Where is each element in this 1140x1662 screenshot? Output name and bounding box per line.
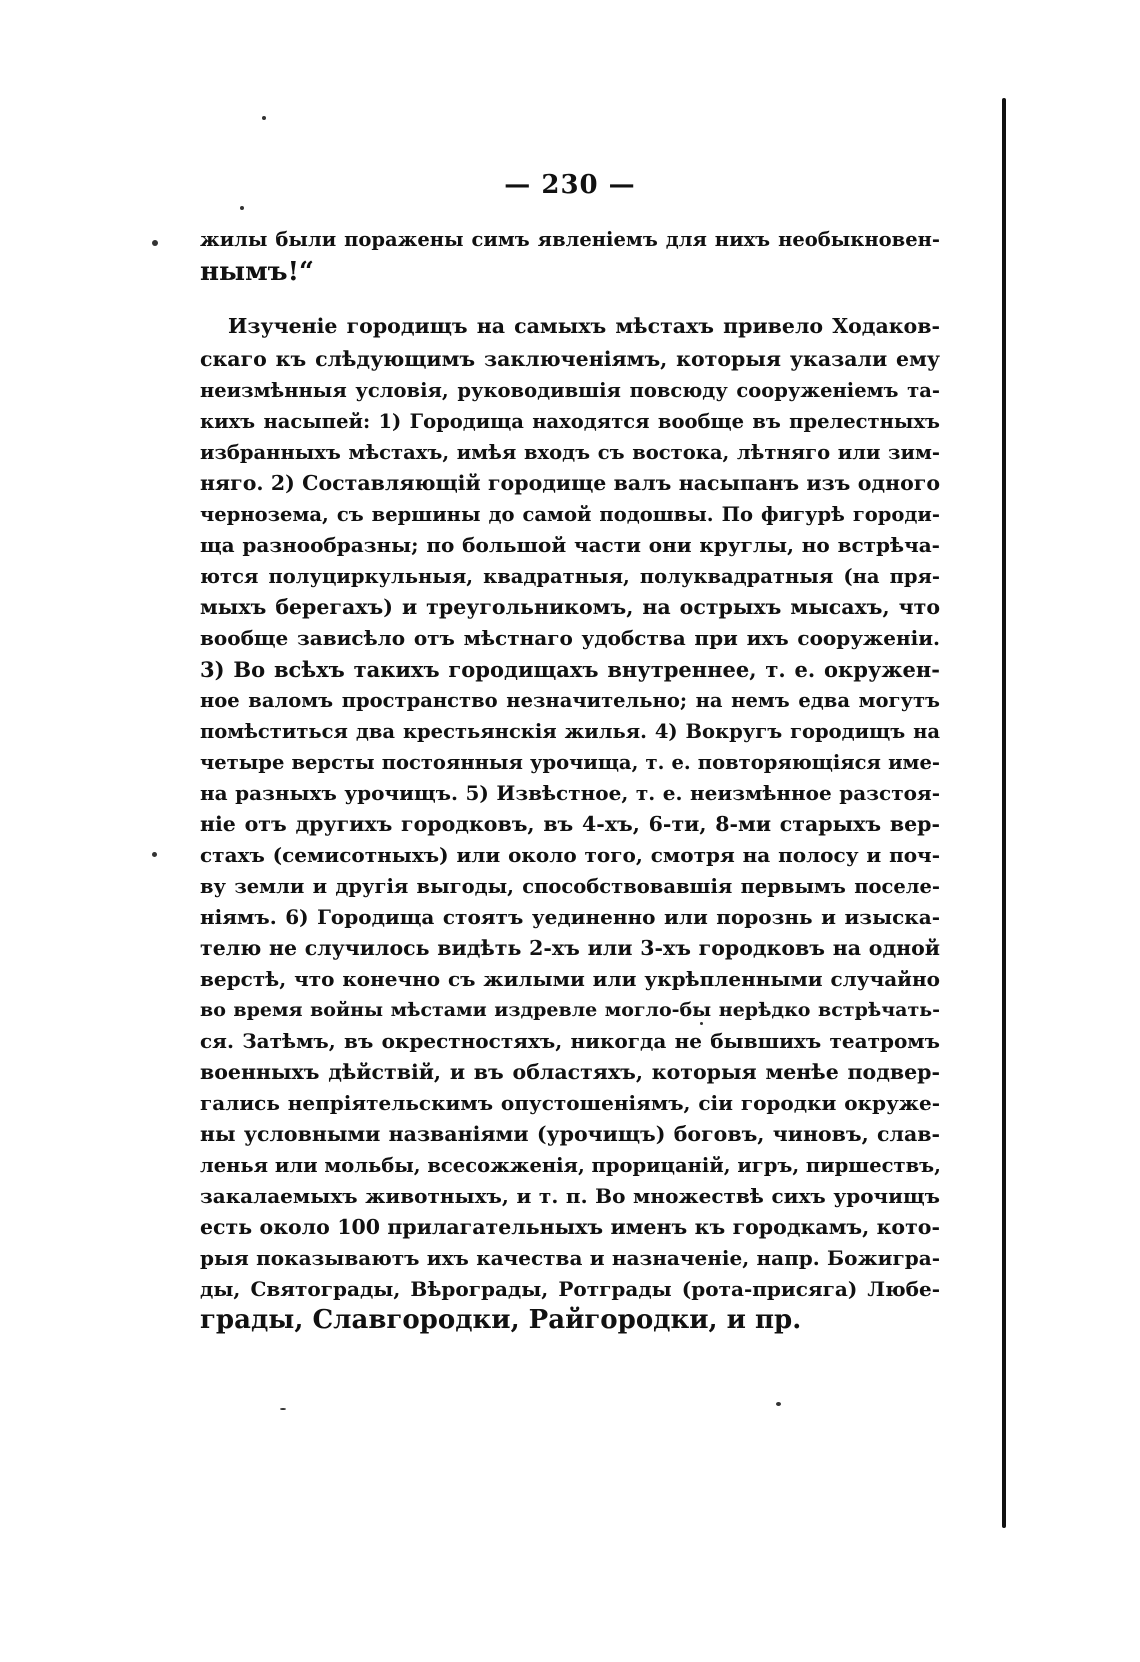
print-speck xyxy=(240,206,244,210)
text-line: четыре версты постоянныя урочища, т. е. повторяющіяся име- xyxy=(200,751,940,774)
print-speck xyxy=(152,240,158,246)
text-line: ды, Святограды, Вѣрограды, Ротграды (рота-присяга) Любе- xyxy=(200,1277,940,1301)
text-line: няго. 2) Составляющій городище валъ насыпанъ изъ одного xyxy=(200,471,940,495)
text-line: неизмѣнныя условія, руководившія повсюду сооруженіемъ та- xyxy=(200,379,940,402)
print-speck xyxy=(262,116,266,120)
text-line: во время войны мѣстами издревле могло-бы нерѣдко встрѣчать- xyxy=(200,999,940,1021)
text-line: ны условными названіями (урочищъ) боговъ, чиновъ, слав- xyxy=(200,1122,940,1146)
text-line: есть около 100 прилагательныхъ именъ къ городкамъ, кото- xyxy=(200,1215,940,1239)
text-line: ются полуциркульныя, квадратныя, полуквадратныя (на пря- xyxy=(200,565,940,588)
text-line: военныхъ дѣйствій, и въ областяхъ, которыя менѣе подвер- xyxy=(200,1060,940,1084)
text-line: кихъ насыпей: 1) Городища находятся вообще въ прелестныхъ xyxy=(200,410,940,433)
text-line: чернозема, съ вершины до самой подошвы. По фигурѣ городи- xyxy=(200,503,940,526)
text-line: нымъ!“ xyxy=(200,257,314,287)
text-line: стахъ (семисотныхъ) или около того, смотря на полосу и поч- xyxy=(200,843,940,867)
print-speck xyxy=(280,1408,286,1410)
print-speck xyxy=(152,852,157,857)
page-number: — 230 — xyxy=(504,170,636,200)
text-line: скаго къ слѣдующимъ заключеніямъ, которыя указали ему xyxy=(200,347,940,371)
text-line: телю не случилось видѣть 2-хъ или 3-хъ городковъ на одной xyxy=(200,936,940,960)
page-binding-edge xyxy=(1002,98,1006,1528)
text-line: грады, Славгородки, Райгородки, и пр. xyxy=(200,1305,802,1335)
text-line: ся. Затѣмъ, въ окрестностяхъ, никогда не бывшихъ театромъ xyxy=(200,1029,940,1053)
text-line: ща разнообразны; по большой части они круглы, но встрѣча- xyxy=(200,533,940,557)
text-line: помѣститься два крестьянскія жилья. 4) Вокругъ городищъ на xyxy=(200,720,940,743)
text-line: на разныхъ урочищъ. 5) Извѣстное, т. е. неизмѣнное разстоя- xyxy=(200,781,940,805)
text-line: мыхъ берегахъ) и треугольникомъ, на острыхъ мысахъ, что xyxy=(200,595,940,619)
text-line: жилы были поражены симъ явленіемъ для нихъ необыкновен- xyxy=(200,228,940,251)
text-line: Изученіе городищъ на самыхъ мѣстахъ привело Ходаков- xyxy=(228,314,940,338)
text-line: избранныхъ мѣстахъ, имѣя входъ съ востока, лѣтняго или зим- xyxy=(200,441,940,464)
text-line: ное валомъ пространство незначительно; на немъ едва могутъ xyxy=(200,689,940,712)
text-line: рыя показываютъ ихъ качества и назначеніе, напр. Божигра- xyxy=(200,1246,940,1270)
text-line: ніе отъ другихъ городковъ, въ 4-хъ, 6-ти, 8-ми старыхъ вер- xyxy=(200,812,940,836)
text-line: гались непріятельскимъ опустошеніямъ, сіи городки окруже- xyxy=(200,1091,940,1115)
text-line: 3) Во всѣхъ такихъ городищахъ внутреннее, т. е. окружен- xyxy=(200,657,940,682)
text-line: ленья или мольбы, всесожженія, прорицаній, игръ, пиршествъ, xyxy=(200,1154,941,1177)
text-line: верстѣ, что конечно съ жилыми или укрѣпленными случайно xyxy=(200,967,940,991)
print-speck xyxy=(776,1402,781,1406)
text-line: ніямъ. 6) Городища стоятъ уединенно или порознь и изыска- xyxy=(200,905,940,929)
text-line: вообще зависѣло отъ мѣстнаго удобства при ихъ сооруженіи. xyxy=(200,626,940,650)
text-line: ву земли и другія выгоды, способствовавшія первымъ поселе- xyxy=(200,875,940,898)
text-line: закалаемыхъ животныхъ, и т. п. Во множествѣ сихъ урочищъ xyxy=(200,1184,940,1208)
